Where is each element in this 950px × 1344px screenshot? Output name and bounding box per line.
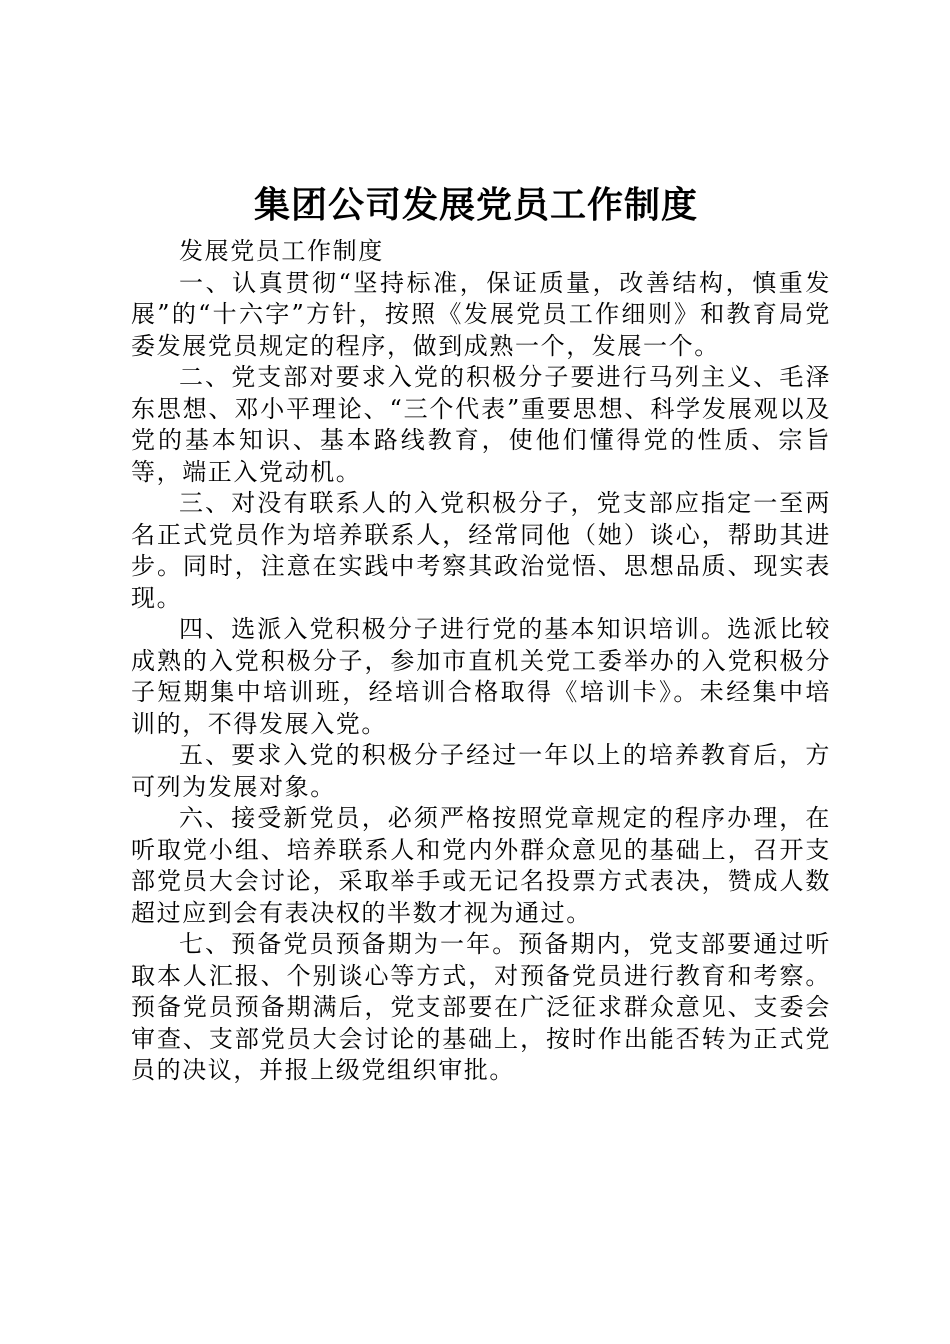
paragraph-5: 五、要求入党的积极分子经过一年以上的培养教育后，方可列为发展对象。 (131, 741, 831, 801)
paragraph-3: 三、对没有联系人的入党积极分子，党支部应指定一至两名正式党员作为培养联系人，经常同他（她）谈心，帮助其进步。同时，注意在实践中考察其政治觉悟、思想品质、现实表现。 (131, 489, 831, 612)
document-title: 集团公司发展党员工作制度 (253, 185, 698, 226)
paragraph-1: 一、认真贯彻“坚持标准，保证质量，改善结构，慎重发展”的“十六字”方针，按照《发展党员工作细则》和教育局党委发展党员规定的程序，做到成熟一个，发展一个。 (131, 268, 831, 360)
paragraph-4: 四、选派入党积极分子进行党的基本知识培训。选派比较成熟的入党积极分子，参加市直机关党工委举办的入党积极分子短期集中培训班，经培训合格取得《培训卡》。未经集中培训的，不得发展入党。 (131, 615, 831, 738)
paragraph-2: 二、党支部对要求入党的积极分子要进行马列主义、毛泽东思想、邓小平理论、“三个代表”重要思想、科学发展观以及党的基本知识、基本路线教育，使他们懂得党的性质、宗旨等，端正入党动机。 (131, 363, 831, 486)
document-subtitle: 发展党员工作制度 (179, 237, 384, 265)
paragraph-7: 七、预备党员预备期为一年。预备期内，党支部要通过听取本人汇报、个别谈心等方式，对预备党员进行教育和考察。预备党员预备期满后，党支部要在广泛征求群众意见、支委会审查、支部党员大会讨论的基础上，按时作出能否转为正式党员的决议，并报上级党组织审批。 (131, 930, 831, 1084)
paragraph-6: 六、接受新党员，必须严格按照党章规定的程序办理，在听取党小组、培养联系人和党内外群众意见的基础上，召开支部党员大会讨论，采取举手或无记名投票方式表决，赞成人数超过应到会有表决权的半数才视为通过。 (131, 804, 831, 927)
document-page (131, 180, 831, 1087)
